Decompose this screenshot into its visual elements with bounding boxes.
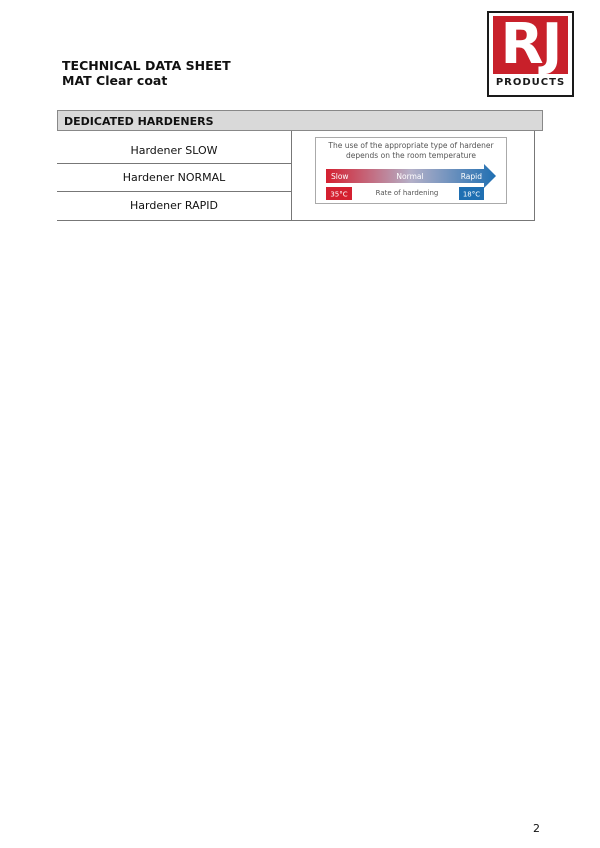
section-header — [57, 110, 543, 131]
rate-arrow-svg — [316, 138, 506, 203]
hardener-slow: Hardener SLOW — [130, 144, 218, 157]
column-divider — [291, 131, 292, 221]
temp-cold: 18°C — [462, 190, 481, 199]
row-divider — [57, 191, 291, 192]
document-title — [62, 58, 231, 88]
hardener-normal: Hardener NORMAL — [122, 171, 226, 184]
hardeners-table — [57, 131, 535, 221]
rate-label: Rate of hardening — [375, 189, 439, 197]
title-line-1: TECHNICAL DATA SHEET — [62, 58, 231, 73]
page-number: 2 — [533, 822, 540, 835]
logo-word: PRODUCTS — [495, 77, 566, 88]
title-line-2: MAT Clear coat — [62, 73, 168, 88]
table-right-border — [534, 131, 535, 221]
label-rapid: Rapid — [460, 172, 482, 181]
hardening-rate-graphic — [315, 137, 507, 204]
caption-line-1: The use of the appropriate type of hardener — [328, 141, 494, 150]
hardener-rapid: Hardener RAPID — [130, 199, 218, 212]
section-title: DEDICATED HARDENERS — [64, 115, 214, 128]
row-divider — [57, 163, 291, 164]
rj-products-logo — [487, 11, 574, 97]
temp-hot: 35°C — [330, 190, 348, 199]
logo-letters: RJ — [493, 16, 568, 74]
label-slow: Slow — [331, 172, 349, 181]
caption-line-2: depends on the room temperature — [346, 151, 476, 160]
label-normal: Normal — [396, 172, 424, 181]
